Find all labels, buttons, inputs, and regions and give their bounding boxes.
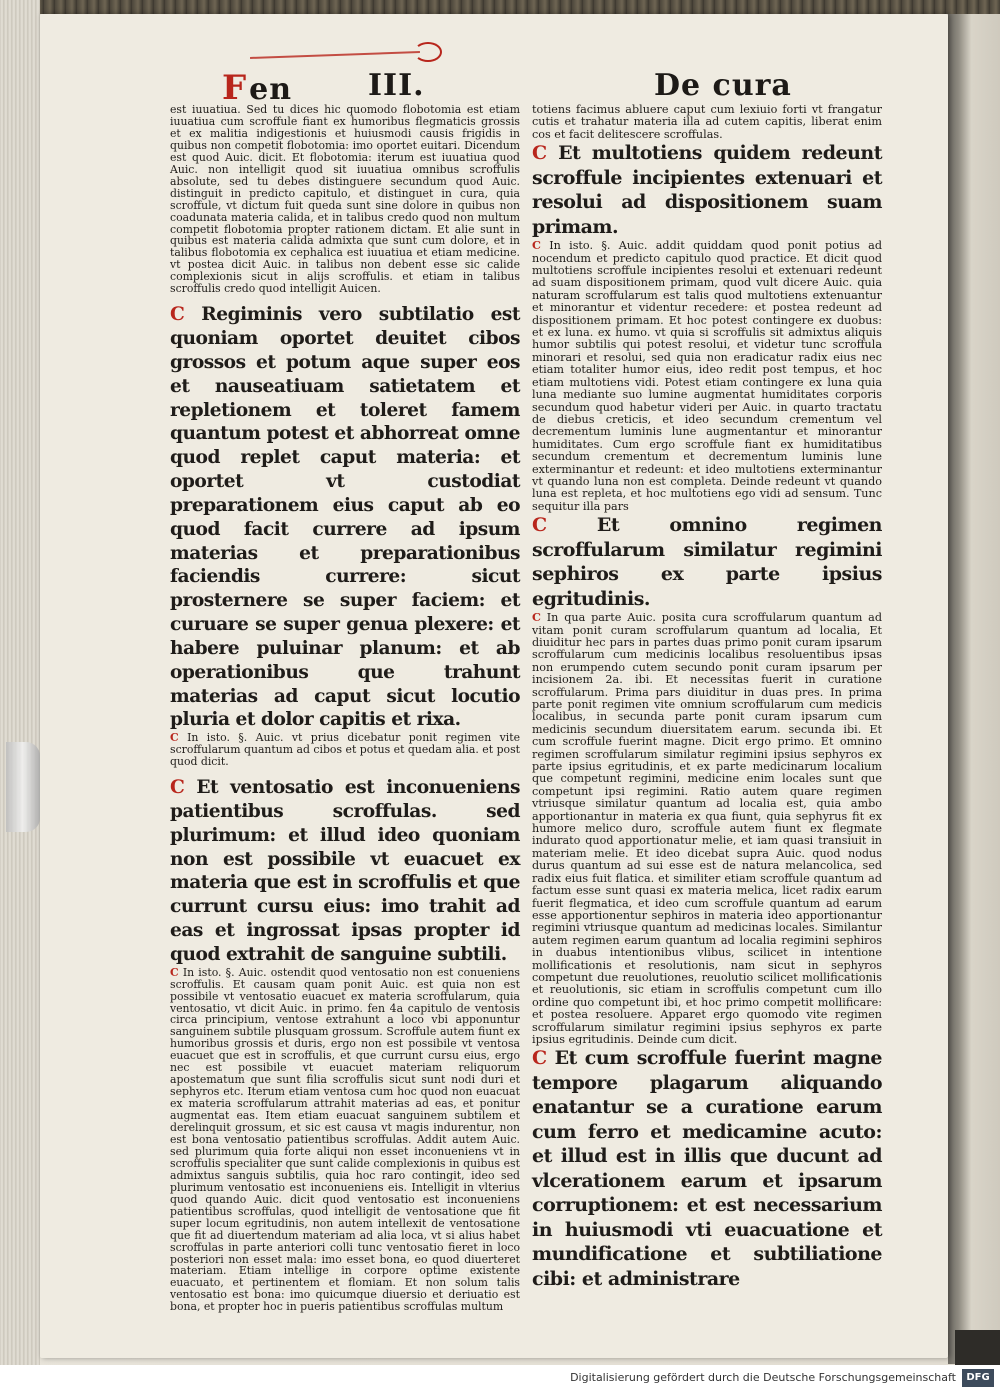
left-column (170, 104, 520, 1313)
running-head-numeral: III. (368, 68, 425, 103)
running-head-fen: en (249, 72, 293, 107)
paragraph-mark-icon: C (532, 142, 547, 165)
commentary-paragraph: C In isto. §. Auic. addit quiddam quod ponit potius ad nocendum et predicto capitulo quod practice. Et dicit quod multotiens scroffule incipientes resolui et extenuari redeunt ad suam dispositionem primam, quod vult dicere Auic. quia naturam scroffularum est talis quod multotiens extenuantur et minorantur et videntur recedere: et postea redeunt ad dispositionem primam. Et hoc potest contingere ex duobus: et ex luna. ex humo. vt quia si scroffulis sit admixtus aliquis humor subtilis qui potest resolui, et videtur tunc scroffula minorari et resolui, sed quia non eradicatur radix eius nec etiam totaliter humor eius, ideo redit post tempus, et hoc etiam multotiens vidi. Potest etiam contingere ex luna quia luna mediante suo lumine augmentat humiditates corporis secundum quod habetur videri per Auic. in quarto tractatu de diebus creticis, et ideo secundum crementum vel decrementum luminis lune augmentantur et minorantur humiditates. Cum ergo scroffule fiant ex humiditatibus secundum crementum et decrementum luminis lune exterminantur et redeunt: et ideo multotiens exterminantur vt quando luna non est completa. Deinde redeunt vt quando luna est repleta, et hoc multotiens ego vidi ad sensum. Tunc sequitur illa pars (532, 238, 882, 513)
canon-text-paragraph: C Et multotiens quidem redeunt scroffule incipientes extenuari et resolui ad dispositionem suam primam. (532, 142, 883, 238)
red-flourish-icon (414, 42, 442, 62)
paragraph-mark-icon: C (170, 965, 179, 979)
footer-bar (0, 1365, 1000, 1392)
commentary-paragraph: est iuuatiua. Sed tu dices hic quomodo flobotomia est etiam iuuatiua cum scroffule fiant ex humoribus flegmaticis grossis et ex malitia indigestionis et huiusmodi causis frigidis in quibus non competit flobotomia: imo oportet euitari. Dicendum est quod Auic. dicit. Et flobotomia: iterum est iuuatiua quod Auic. non intelligit quod sit iuuatiua omnibus scroffulis absolute, sed tu debes distinguere secundum quod Auic. distinguit in predicto capitulo, et distinguet in cura, quia scroffule, vt dictum fuit queda sunt sine dolore in quibus non coadunata materia calida, et in talibus credo quod non multum competit flobotomia propter rationem dictam. Et alie sunt in quibus est materia calida admixta que sunt cum dolore, et in talibus flobotomia ex cephalica est iuuatiua et etiam medicine. vt postea dicit Auic. in talibus non debent esse sic calide complexionis sicut in alijs scroffulis. et etiam in talibus scroffulis credo quod intelligit Auicen. (170, 103, 520, 296)
commentary-paragraph: C In isto. §. Auic. vt prius dicebatur ponit regimen vite scroffularum quantum ad cibos et potus et quedam alia. et post quod dicit. (170, 731, 520, 769)
book-corner (955, 1330, 1000, 1365)
canon-text-paragraph: C Et omnino regimen scroffularum similatur regimini sephiros ex parte ipsius egritudinis. (532, 514, 882, 610)
running-head-de-cura: e cura (681, 68, 792, 103)
paragraph-mark-icon: C (532, 514, 547, 537)
paragraph-mark-icon: C (170, 731, 179, 745)
paragraph-mark-icon: C (532, 238, 541, 253)
dfg-logo-icon[interactable]: DFG (962, 1369, 994, 1387)
commentary-paragraph: C In isto. §. Auic. ostendit quod ventosatio non est conueniens scroffulis. Et causam quam ponit Auic. est quia non est possibile vt ventosatio euacuet ex materia scroffularum, quia ventosatio, vt dicit Auic. in primo. fen 4a capitulo de ventosis circa principium, ventose extrahunt a loco vbi apponuntur sanguinem subtile plusquam grossum. Scroffule autem fiunt ex humoribus grossis et duris, ergo non est possibile vt ventosa euacuet que est in scroffulis, et que currunt cursu eius, ergo nec est possibile vt euacuet materiam reliquorum apostematum que sunt filia scroffulis sicut sunt nodi duri et sephyros etc. Iterum etiam ventosa cum hoc quod non euacuat ex materia scroffularum attrahit materias ad eas, et ponitur augmentat eas. Item etiam euacuat sanguinem subtilem et derelinquit grossum, et sic est causa vt magis indurentur, non est bona ventosatio patientibus scroffulas. Addit autem Auic. sed plurimum quia forte aliqui non esset inconueniens vt in scroffulis specialiter que sunt calide complexionis in quibus est admixtus sanguis subtilis, quia hoc raro contingit, ideo sed plurimum ventosatio est inconueniens eis. Intelligit in vlterius quod quando Auic. dicit quod ventosatio est inconueniens patientibus scroffulas, quod intelligit de ventosatione que fit super locum egritudinis, non autem intellexit de ventosatione que fit ad diuertendum materiam ad alia loca, vt si alius habet scroffulas in parte anteriori colli tunc ventosatio fieret in loco posteriori non esset mala: imo esset bona, eo quod diuerteret materiam. Etiam intellige in corpore optime existente euacuato, et pertinentem et flomiam. Et non solum talis ventosatio est bona: imo quicumque diuersio et deriuatio est bona, et propter hoc in pueris patientibus scroffulas multum (170, 965, 521, 1314)
canon-text-paragraph: C Et cum scroffule fuerint magne tempore plagarum aliquando enatantur se a curatione earum cum ferro et medicamine acuto: et illud est in illis que ducunt ad vlcerationem earum et ipsarum corruptionem: et est necessarium in huiusmodi vti euacuatione et mundificatione et subtiliatione cibi: et administrare (532, 1047, 882, 1290)
right-column (532, 104, 882, 1291)
paragraph-mark-icon: C (170, 304, 185, 326)
page-stack-right (948, 14, 1000, 1364)
running-head-left (222, 68, 292, 108)
canon-text-paragraph: C Et ventosatio est inconueniens patientibus scroffulas. sed plurimum: et illud ideo quoniam non est possibile vt euacuet ex materia que est in scroffulis et que currunt cursu eius: imo trahit ad eas et ingrossat ipsas propter id quod extrahit de sanguine subtili. (170, 777, 520, 965)
canon-text-paragraph: C Regiminis vero subtilatio est quoniam oportet deuitet cibos grossos et potum aque super eos et nauseatiuam satietatem et repletionem et toleret famem quantum potest et abhorreat omne quod replet caput materia: et oportet vt custodiat preparationem eius caput ab eo quod facit currere ad ipsum materias et preparationibus faciendis currere: sicut prosternere se super faciem: et curuare se super genua plexere: et habere puluinar planum: et ab operationibus que trahunt materias ad caput sicut locutio pluria et dolor capitis et rixa. (170, 304, 520, 731)
book-cover-edge (0, 0, 1000, 14)
running-head-right (654, 68, 792, 103)
paragraph-mark-icon: C (532, 610, 541, 625)
paragraph-mark-icon: C (532, 1047, 547, 1070)
commentary-paragraph: C In qua parte Auic. posita cura scroffularum quantum ad vitam ponit curam scroffularum quantum ad localia, Et diuiditur hec pars in partes duas primo ponit curam ipsarum scroffularum cum medicinis localibus resoluentibus ipsas non erumpendo cutem secundo ponit curam ipsarum per incisionem 2a. ibi. Et necessitas fuerit in curatione scroffularum. Prima pars diuiditur in duas pres. In prima parte ponit regimen vite omnium scroffularum cum medicis localibus, in secunda parte ponit curam ipsarum cum medicinis secundum diuersitatem earum. secunda ibi. Et cum scroffule fuerint magne. Dicit ergo primo. Et omnino regimen scroffularum similatur regimini ipsius sephyros ex parte ipsius egritudinis, et ex parte medicinarum localium que competunt regimini, medicine enim locales sunt que competunt ipsi regimini. Ratio autem quare regimen vtriusque similatur quantum ad localia est, quia ambo apportionantur in materia ex qua fiunt, quia sephyrus fit ex humore melico duro, scroffule autem fiunt ex flegmate indurato quod apportionatur melie, et iam quasi transiuit in materiam melie. Et ideo dicebat supra Auic. quod nodus durus quantum ad sui esse est de natura melancolica, sed radix eius fuit flatica. et similiter etiam scroffule quantum ad factum esse sunt quasi ex materia melica, licet radix earum fuerit flegmatica, et ideo cum scroffule quantum ad earum esse apportionentur sephiros in materia ideo apportionantur regimini vtriusque quantum ad medicinas locales. Similantur autem regimen earum quantum ad localia regimini sephiros in duabus intentionibus vlibus, scilicet in intentione mollificationis et resolutionis, nam sicut in sephyros competunt due reuolutiones, reuolutio scilicet mollificationis et reuolutionis, sic etiam in scroffulis competunt cum illo ordine quo competunt ibi, et hoc primo competit mollificare: et postea resoluere. Apparet ergo quomodo vite regimen scroffularum similatur regimini ipsius sephyros ex parte ipsius egritudinis. Deinde cum dicit. (532, 610, 882, 1046)
footer-credit: Digitalisierung gefördert durch die Deutsche Forschungsgemeinschaft (570, 1371, 956, 1384)
paragraph-mark-icon: C (170, 777, 185, 799)
red-initial-f: F (222, 68, 248, 108)
page-stack-left (0, 0, 40, 1365)
commentary-paragraph: totiens facimus abluere caput cum lexiuio forti vt frangatur cutis et trahatur materia illa ad cutem capitis, liberat enim cos et facit delitescere scroffulas. (532, 103, 882, 141)
running-head-initial-d: D (654, 68, 682, 103)
page-clip (6, 742, 40, 832)
